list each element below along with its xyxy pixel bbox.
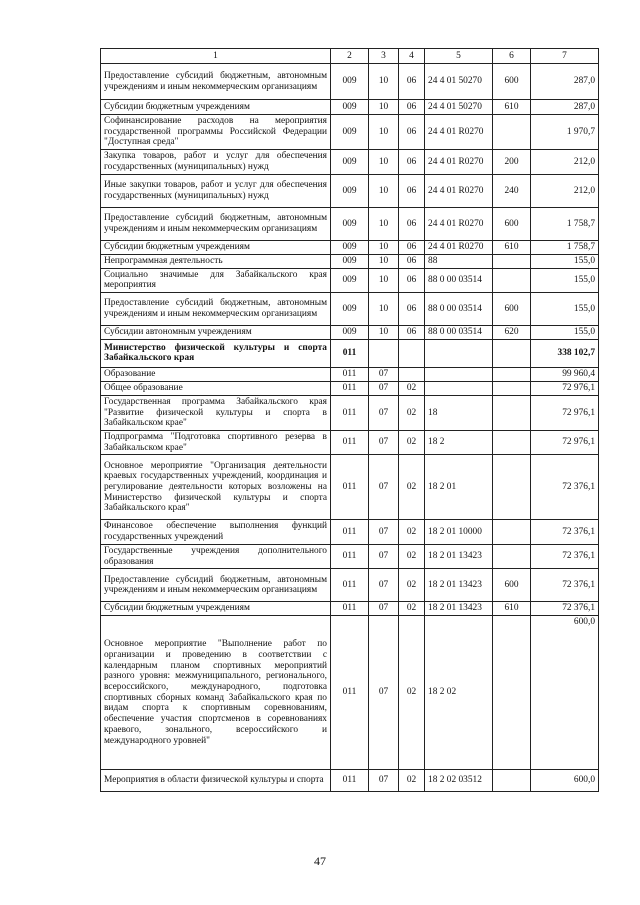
row-amount: 600,0 xyxy=(531,616,599,770)
row-name: Основное мероприятие "Выполнение работ по организации и проведению в соответствии с календарным планом спортивных мероприятий разного уровня: межмуниципального, регионального, всероссийского, международного, подготовка спортивных сборных команд Забайкальского края по видам спорта к спортивным соревнованиям, обеспечение участия спортсменов в соревнованиях краевого, зонального, всероссийского и международного уровней" xyxy=(101,616,331,770)
row-target-code: 18 xyxy=(425,395,493,430)
row-amount: 212,0 xyxy=(531,175,599,208)
column-number: 6 xyxy=(493,49,531,64)
table-row xyxy=(101,455,599,520)
row-expense-type xyxy=(493,381,531,395)
table-row xyxy=(101,367,599,381)
column-number: 7 xyxy=(531,49,599,64)
row-subsection-code xyxy=(399,367,425,381)
row-name: Предоставление субсидий бюджетным, автономным учреждениям и иным некоммерческим организациям xyxy=(101,64,331,100)
row-ministry-code: 011 xyxy=(331,602,369,616)
row-amount: 155,0 xyxy=(531,254,599,268)
row-section-code: 10 xyxy=(369,254,399,268)
row-subsection-code: 06 xyxy=(399,100,425,115)
row-amount: 1 758,7 xyxy=(531,241,599,255)
row-ministry-code: 011 xyxy=(331,431,369,455)
row-amount: 155,0 xyxy=(531,325,599,339)
row-subsection-code: 06 xyxy=(399,254,425,268)
table-row xyxy=(101,254,599,268)
row-ministry-code: 011 xyxy=(331,770,369,792)
row-expense-type: 600 xyxy=(493,208,531,241)
row-target-code: 18 2 01 13423 xyxy=(425,569,493,602)
table-row xyxy=(101,520,599,544)
row-target-code: 88 xyxy=(425,254,493,268)
row-section-code: 07 xyxy=(369,367,399,381)
row-name: Предоставление субсидий бюджетным, автономным учреждениям и иным некоммерческим организациям xyxy=(101,292,331,325)
row-name: Мероприятия в области физической культуры и спорта xyxy=(101,770,331,792)
row-section-code: 07 xyxy=(369,455,399,520)
table-row xyxy=(101,241,599,255)
row-section-code: 10 xyxy=(369,241,399,255)
row-expense-type: 610 xyxy=(493,100,531,115)
row-ministry-code: 009 xyxy=(331,150,369,175)
column-number: 1 xyxy=(101,49,331,64)
row-section-code: 10 xyxy=(369,64,399,100)
row-section-code: 10 xyxy=(369,325,399,339)
row-target-code xyxy=(425,339,493,367)
row-amount: 1 758,7 xyxy=(531,208,599,241)
row-ministry-code: 011 xyxy=(331,381,369,395)
row-name: Иные закупки товаров, работ и услуг для обеспечения государственных (муниципальных) нужд xyxy=(101,175,331,208)
table-row xyxy=(101,175,599,208)
row-amount: 72 376,1 xyxy=(531,544,599,568)
row-subsection-code: 02 xyxy=(399,431,425,455)
row-expense-type xyxy=(493,544,531,568)
row-expense-type xyxy=(493,367,531,381)
row-subsection-code: 06 xyxy=(399,150,425,175)
table-row xyxy=(101,208,599,241)
row-ministry-code: 011 xyxy=(331,367,369,381)
row-name: Государственные учреждения дополнительного образования xyxy=(101,544,331,568)
row-target-code: 24 4 01 50270 xyxy=(425,64,493,100)
row-name: Софинансирование расходов на мероприятия государственной программы Российской Федерации "Доступная среда" xyxy=(101,115,331,150)
row-section-code: 10 xyxy=(369,100,399,115)
row-amount: 287,0 xyxy=(531,64,599,100)
row-ministry-code: 009 xyxy=(331,268,369,292)
row-name: Финансовое обеспечение выполнения функций государственных учреждений xyxy=(101,520,331,544)
row-subsection-code: 02 xyxy=(399,569,425,602)
row-ministry-code: 009 xyxy=(331,292,369,325)
row-subsection-code: 06 xyxy=(399,115,425,150)
row-expense-type: 600 xyxy=(493,569,531,602)
table-row xyxy=(101,292,599,325)
row-subsection-code: 02 xyxy=(399,616,425,770)
row-expense-type xyxy=(493,616,531,770)
row-subsection-code: 02 xyxy=(399,544,425,568)
document-page xyxy=(100,48,598,792)
row-expense-type: 620 xyxy=(493,325,531,339)
row-ministry-code: 011 xyxy=(331,616,369,770)
row-expense-type: 610 xyxy=(493,241,531,255)
row-amount: 99 960,4 xyxy=(531,367,599,381)
table-row xyxy=(101,395,599,430)
table-row xyxy=(101,339,599,367)
table-row xyxy=(101,616,599,770)
row-amount: 72 376,1 xyxy=(531,602,599,616)
row-expense-type xyxy=(493,455,531,520)
row-amount: 287,0 xyxy=(531,100,599,115)
row-name: Общее образование xyxy=(101,381,331,395)
row-amount: 72 976,1 xyxy=(531,381,599,395)
table-row xyxy=(101,115,599,150)
row-name: Субсидии бюджетным учреждениям xyxy=(101,602,331,616)
row-section-code: 10 xyxy=(369,268,399,292)
row-subsection-code: 02 xyxy=(399,395,425,430)
row-subsection-code: 02 xyxy=(399,381,425,395)
row-expense-type: 600 xyxy=(493,64,531,100)
row-target-code: 88 0 00 03514 xyxy=(425,292,493,325)
row-ministry-code: 011 xyxy=(331,544,369,568)
row-name: Основное мероприятие "Организация деятельности краевых государственных учреждений, координация и регулирование деятельности которых возложены на Министерство физической культуры и спорта Забайкальского края" xyxy=(101,455,331,520)
row-expense-type xyxy=(493,520,531,544)
row-expense-type: 600 xyxy=(493,292,531,325)
row-name: Непрограммная деятельность xyxy=(101,254,331,268)
table-row xyxy=(101,150,599,175)
table-row xyxy=(101,602,599,616)
row-subsection-code: 02 xyxy=(399,770,425,792)
row-subsection-code: 06 xyxy=(399,268,425,292)
row-amount: 72 976,1 xyxy=(531,395,599,430)
table-row xyxy=(101,431,599,455)
column-number-row xyxy=(101,49,599,64)
row-subsection-code: 02 xyxy=(399,602,425,616)
row-subsection-code: 06 xyxy=(399,292,425,325)
row-expense-type xyxy=(493,115,531,150)
table-row xyxy=(101,569,599,602)
row-target-code: 18 2 02 03512 xyxy=(425,770,493,792)
row-section-code: 07 xyxy=(369,544,399,568)
row-expense-type: 240 xyxy=(493,175,531,208)
row-target-code: 24 4 01 R0270 xyxy=(425,150,493,175)
row-amount: 72 376,1 xyxy=(531,569,599,602)
row-name: Предоставление субсидий бюджетным, автономным учреждениям и иным некоммерческим организациям xyxy=(101,569,331,602)
row-subsection-code: 06 xyxy=(399,241,425,255)
row-ministry-code: 009 xyxy=(331,115,369,150)
page-number: 47 xyxy=(314,854,326,868)
row-name: Государственная программа Забайкальского края "Развитие физической культуры и спорта в Забайкальском крае" xyxy=(101,395,331,430)
row-expense-type xyxy=(493,254,531,268)
row-name: Субсидии бюджетным учреждениям xyxy=(101,241,331,255)
row-ministry-code: 011 xyxy=(331,395,369,430)
row-subsection-code: 02 xyxy=(399,455,425,520)
row-target-code xyxy=(425,367,493,381)
table-row xyxy=(101,381,599,395)
row-target-code: 18 2 01 13423 xyxy=(425,544,493,568)
row-subsection-code: 02 xyxy=(399,520,425,544)
row-name: Субсидии автономным учреждениям xyxy=(101,325,331,339)
row-expense-type xyxy=(493,770,531,792)
row-target-code: 18 2 01 xyxy=(425,455,493,520)
row-ministry-code: 009 xyxy=(331,325,369,339)
row-subsection-code: 06 xyxy=(399,208,425,241)
row-amount: 72 376,1 xyxy=(531,520,599,544)
row-ministry-code: 011 xyxy=(331,520,369,544)
row-ministry-code: 009 xyxy=(331,64,369,100)
row-amount: 338 102,7 xyxy=(531,339,599,367)
table-row xyxy=(101,544,599,568)
row-expense-type xyxy=(493,339,531,367)
row-ministry-code: 009 xyxy=(331,175,369,208)
row-section-code: 10 xyxy=(369,208,399,241)
row-section-code: 07 xyxy=(369,395,399,430)
row-ministry-code: 011 xyxy=(331,339,369,367)
row-ministry-code: 011 xyxy=(331,569,369,602)
row-target-code: 24 4 01 R0270 xyxy=(425,241,493,255)
row-section-code xyxy=(369,339,399,367)
row-section-code: 07 xyxy=(369,520,399,544)
row-section-code: 07 xyxy=(369,616,399,770)
row-amount: 72 376,1 xyxy=(531,455,599,520)
row-target-code xyxy=(425,381,493,395)
row-subsection-code xyxy=(399,339,425,367)
row-ministry-code: 009 xyxy=(331,208,369,241)
row-section-code: 07 xyxy=(369,770,399,792)
row-target-code: 18 2 01 10000 xyxy=(425,520,493,544)
row-section-code: 07 xyxy=(369,602,399,616)
row-amount: 212,0 xyxy=(531,150,599,175)
row-target-code: 18 2 xyxy=(425,431,493,455)
row-name: Закупка товаров, работ и услуг для обеспечения государственных (муниципальных) нужд xyxy=(101,150,331,175)
budget-table xyxy=(100,48,599,792)
row-amount: 155,0 xyxy=(531,292,599,325)
row-subsection-code: 06 xyxy=(399,64,425,100)
row-ministry-code: 009 xyxy=(331,241,369,255)
row-amount: 155,0 xyxy=(531,268,599,292)
row-name: Подпрограмма "Подготовка спортивного резерва в Забайкальском крае" xyxy=(101,431,331,455)
row-section-code: 07 xyxy=(369,381,399,395)
row-expense-type: 610 xyxy=(493,602,531,616)
table-row xyxy=(101,100,599,115)
row-section-code: 10 xyxy=(369,175,399,208)
row-target-code: 24 4 01 R0270 xyxy=(425,115,493,150)
row-section-code: 10 xyxy=(369,292,399,325)
table-row xyxy=(101,325,599,339)
row-expense-type xyxy=(493,431,531,455)
row-section-code: 07 xyxy=(369,569,399,602)
column-number: 2 xyxy=(331,49,369,64)
row-target-code: 24 4 01 50270 xyxy=(425,100,493,115)
row-section-code: 10 xyxy=(369,150,399,175)
row-section-code: 10 xyxy=(369,115,399,150)
row-ministry-code: 009 xyxy=(331,100,369,115)
table-row xyxy=(101,268,599,292)
column-number: 3 xyxy=(369,49,399,64)
row-amount: 72 976,1 xyxy=(531,431,599,455)
row-amount: 600,0 xyxy=(531,770,599,792)
row-ministry-code: 011 xyxy=(331,455,369,520)
row-target-code: 88 0 00 03514 xyxy=(425,268,493,292)
row-section-code: 07 xyxy=(369,431,399,455)
row-target-code: 18 2 01 13423 xyxy=(425,602,493,616)
column-number: 4 xyxy=(399,49,425,64)
row-target-code: 88 0 00 03514 xyxy=(425,325,493,339)
table-row xyxy=(101,64,599,100)
row-name: Министерство физической культуры и спорта Забайкальского края xyxy=(101,339,331,367)
row-target-code: 24 4 01 R0270 xyxy=(425,175,493,208)
row-expense-type xyxy=(493,395,531,430)
row-expense-type: 200 xyxy=(493,150,531,175)
row-name: Образование xyxy=(101,367,331,381)
table-row xyxy=(101,770,599,792)
row-subsection-code: 06 xyxy=(399,325,425,339)
row-expense-type xyxy=(493,268,531,292)
row-target-code: 18 2 02 xyxy=(425,616,493,770)
row-target-code: 24 4 01 R0270 xyxy=(425,208,493,241)
row-ministry-code: 009 xyxy=(331,254,369,268)
row-name: Субсидии бюджетным учреждениям xyxy=(101,100,331,115)
row-amount: 1 970,7 xyxy=(531,115,599,150)
row-name: Социально значимые для Забайкальского края мероприятия xyxy=(101,268,331,292)
column-number: 5 xyxy=(425,49,493,64)
row-name: Предоставление субсидий бюджетным, автономным учреждениям и иным некоммерческим организациям xyxy=(101,208,331,241)
row-subsection-code: 06 xyxy=(399,175,425,208)
